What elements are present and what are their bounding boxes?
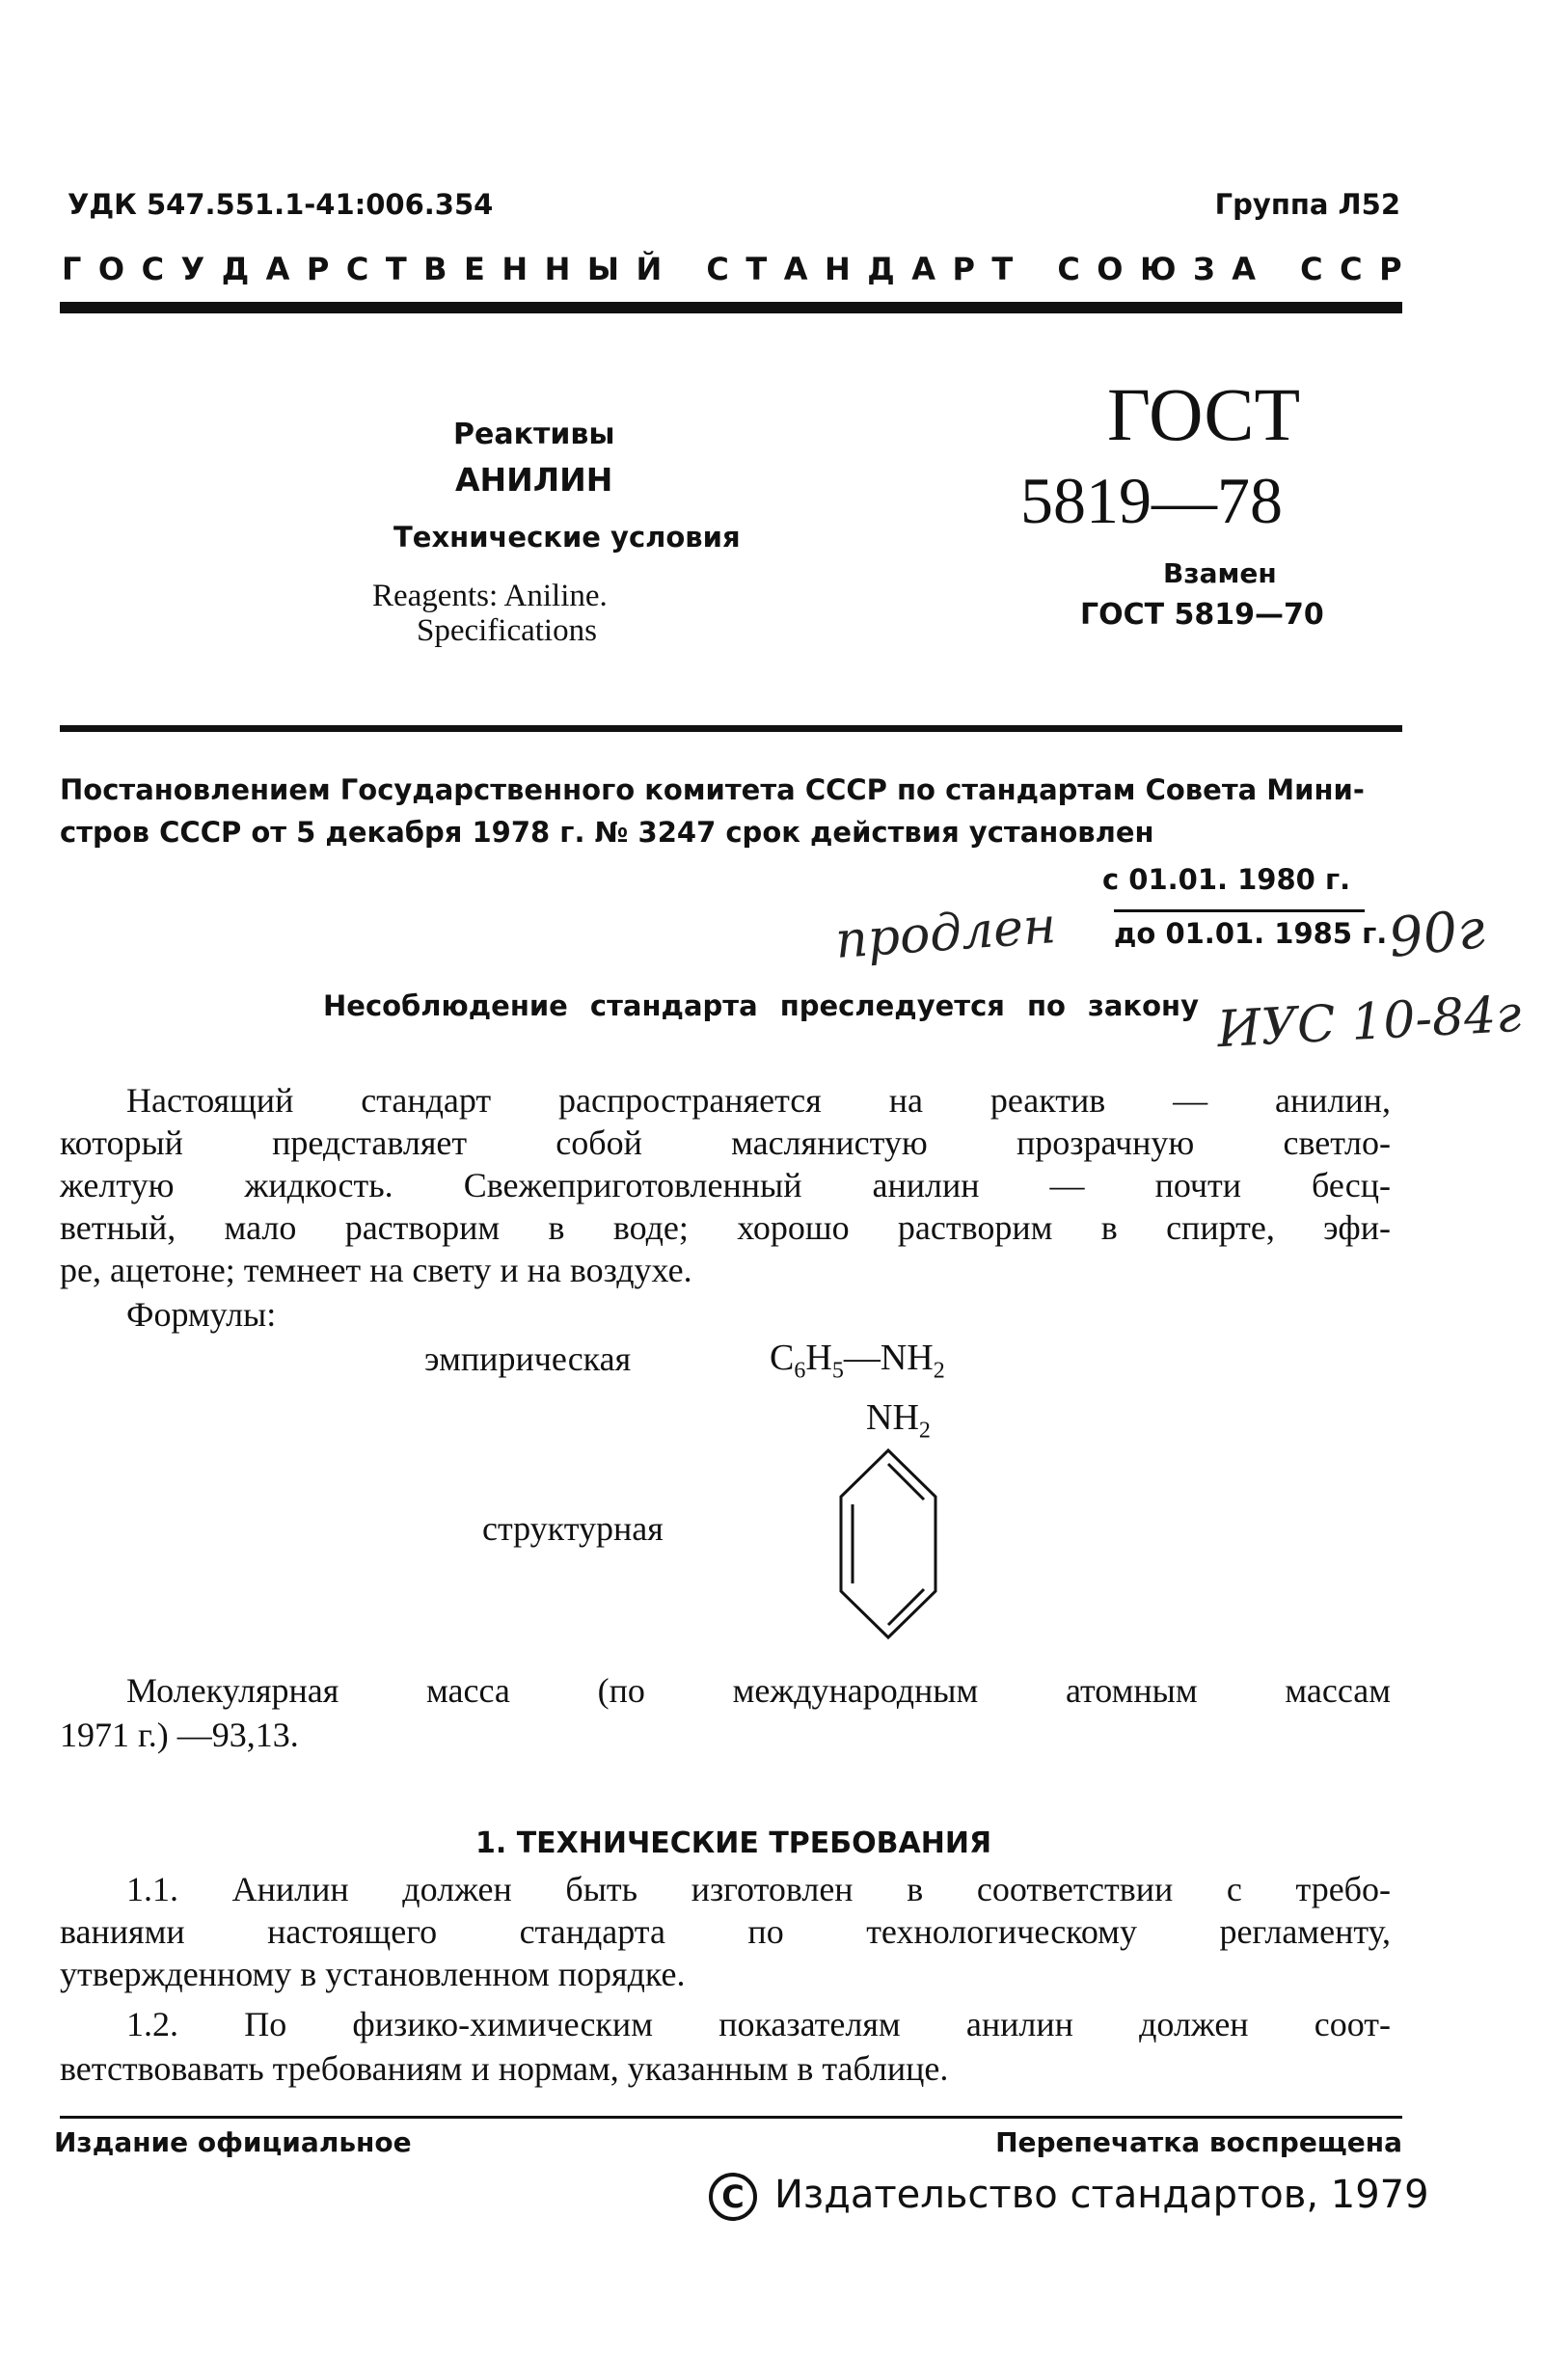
notice-word: Несоблюдение <box>323 989 568 1022</box>
official-edition-label: Издание официальное <box>54 2126 412 2158</box>
heading-letter: Е <box>464 251 485 287</box>
reagents-label: Реактивы <box>453 418 615 451</box>
heading-letter: Д <box>221 251 250 287</box>
heading-letter: Т <box>745 251 768 287</box>
notice-word: стандарта <box>589 989 758 1022</box>
heading-letter <box>1030 251 1041 287</box>
molar-mass-line: 1971 г.) —93,13. <box>60 1716 299 1754</box>
notice-word: по <box>1026 989 1066 1022</box>
section-title: 1. ТЕХНИЧЕСКИЕ ТРЕБОВАНИЯ <box>475 1826 992 1860</box>
text-line: ветный, мало растворим в воде; хорошо растворим в спирте, эфи- <box>60 1208 1391 1247</box>
heading-letter <box>1273 251 1284 287</box>
heading-letter: Г <box>62 251 82 287</box>
product-title: АНИЛИН <box>455 461 613 499</box>
handwritten-new-year: 90г <box>1385 897 1488 971</box>
decree-line-1: Постановлением Государственного комитета СССР по стандартам Совета Мини- <box>60 773 1365 806</box>
heading-letter: Ю <box>1139 251 1177 287</box>
heading-letter: С <box>1300 251 1323 287</box>
header-divider <box>60 302 1402 313</box>
reprint-notice: Перепечатка воспрещена <box>995 2126 1402 2158</box>
heading-letter: В <box>423 251 447 287</box>
heading-letter: С <box>706 251 729 287</box>
formulas-label: Формулы: <box>126 1295 277 1334</box>
heading-letter: А <box>265 251 290 287</box>
handwritten-extension-note: продлен <box>833 897 1059 970</box>
udk-code: УДК 547.551.1-41:006.354 <box>68 188 494 221</box>
footer-divider <box>60 2116 1402 2119</box>
date-overline <box>1114 909 1365 912</box>
heading-letter: З <box>1193 251 1215 287</box>
heading-letter: А <box>783 251 808 287</box>
heading-letter: У <box>180 251 205 287</box>
effective-to-date: до 01.01. 1985 г. <box>1114 917 1388 950</box>
heading-letter: Р <box>306 251 330 287</box>
text-line: ветствовавать требованиям и нормам, указанным в таблице. <box>60 2049 949 2088</box>
structural-group: $NH_2$ <box>866 1397 931 1444</box>
decree-line-2: стров СССР от 5 декабря 1978 г. № 3247 срок действия установлен <box>60 816 1154 849</box>
heading-letter: С <box>1340 251 1363 287</box>
heading-letter: Ы <box>586 251 620 287</box>
heading-letter: О <box>1097 251 1124 287</box>
publisher-line <box>709 2173 1429 2221</box>
title-divider <box>60 725 1402 732</box>
heading-letter: Й <box>636 251 663 287</box>
non-compliance-notice <box>323 989 1199 1022</box>
text-line: 1.1. Анилин должен быть изготовлен в соответствии с требо- <box>126 1870 1391 1908</box>
english-title-line2: Specifications <box>417 613 597 648</box>
heading-letter: С <box>141 251 165 287</box>
text-line: который представляет собой маслянистую прозрачную светло- <box>60 1123 1391 1162</box>
replaced-standard: ГОСТ 5819—70 <box>1080 598 1324 632</box>
technical-conditions-label: Технические условия <box>393 521 741 554</box>
state-standard-heading <box>62 251 1402 287</box>
heading-letter: А <box>911 251 935 287</box>
empirical-formula: $C_6H_5—NH_2$ <box>770 1338 945 1384</box>
heading-letter: С <box>345 251 369 287</box>
heading-letter: Н <box>501 251 529 287</box>
replaces-label: Взамен <box>1163 557 1277 589</box>
heading-letter: О <box>97 251 125 287</box>
english-title-line1: Reagents: Aniline. <box>372 579 608 613</box>
structural-label: структурная <box>482 1509 664 1548</box>
benzene-ring-diagram <box>835 1447 941 1649</box>
copyright-icon: С <box>709 2173 757 2221</box>
heading-letter: Д <box>867 251 895 287</box>
text-line: 1.2. По физико-химическим показателям анилин должен соот- <box>126 2005 1391 2043</box>
heading-letter: Н <box>824 251 851 287</box>
heading-letter: С <box>1057 251 1080 287</box>
text-line: ре, ацетоне; темнеет на свету и на воздухе. <box>60 1251 692 1289</box>
heading-letter: Р <box>1379 251 1402 287</box>
heading-letter: Н <box>544 251 571 287</box>
heading-letter: А <box>1232 251 1257 287</box>
empirical-label: эмпирическая <box>424 1339 632 1378</box>
gost-label: ГОСТ <box>1107 372 1301 456</box>
notice-word: закону <box>1088 989 1199 1022</box>
heading-letter <box>679 251 690 287</box>
text-line: ваниями настоящего стандарта по технологическому регламенту, <box>60 1912 1391 1951</box>
publisher-name: Издательство стандартов, 1979 <box>774 2173 1429 2217</box>
heading-letter: Т <box>991 251 1014 287</box>
molar-mass-line: Молекулярная масса (по международным атомным массам <box>126 1671 1391 1710</box>
handwritten-ius-note: ИУС 10-84г <box>1215 985 1523 1060</box>
gost-number: 5819—78 <box>1020 464 1283 537</box>
text-line: Настоящий стандарт распространяется на реактив — анилин, <box>126 1081 1391 1120</box>
notice-word: преследуется <box>779 989 1005 1022</box>
heading-letter: Т <box>385 251 407 287</box>
group-code: Группа Л52 <box>1214 188 1400 221</box>
text-line: утвержденному в установленном порядке. <box>60 1955 686 1993</box>
effective-from-date: с 01.01. 1980 г. <box>1102 863 1351 896</box>
heading-letter: Р <box>952 251 975 287</box>
text-line: желтую жидкость. Свежеприготовленный анилин — почти бесц- <box>60 1166 1391 1204</box>
